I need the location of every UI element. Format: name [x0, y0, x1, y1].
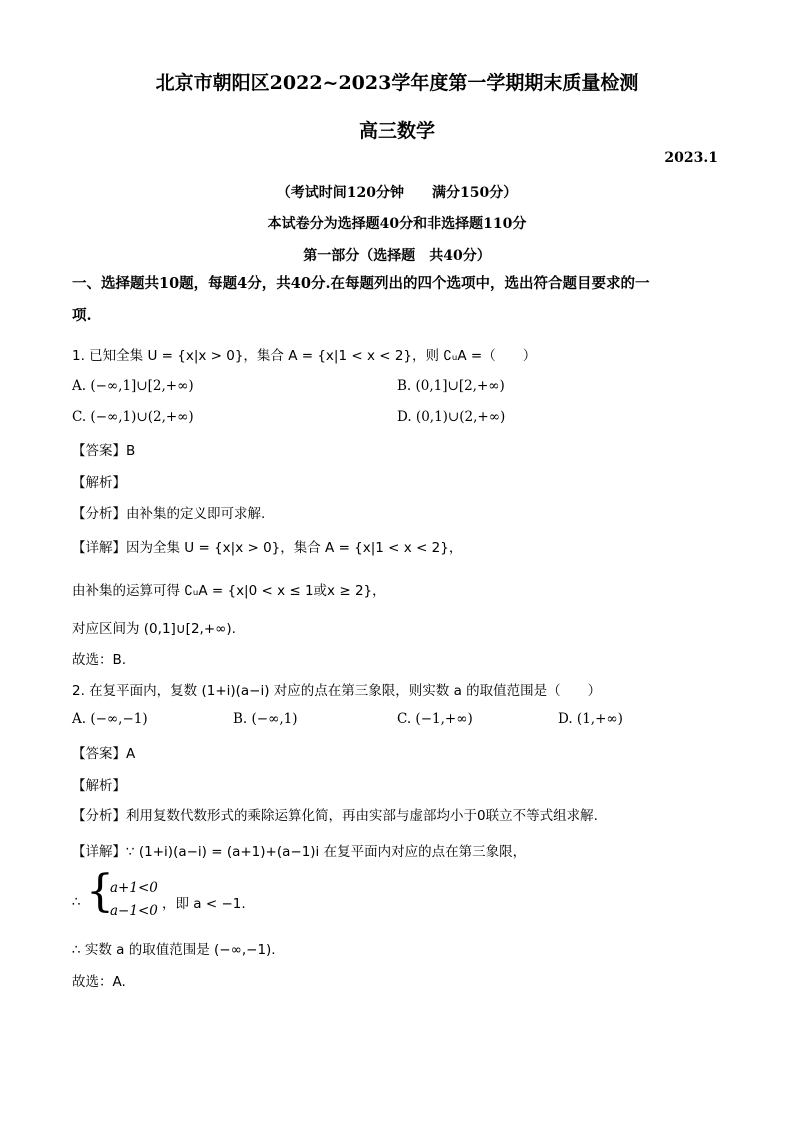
q1-detail-3: 对应区间为 (0,1]∪[2,+∞).	[72, 621, 236, 637]
q1-choice: 故选：B.	[72, 652, 127, 668]
q2-option-c: C. (−1,+∞)	[397, 711, 473, 727]
q1-option-c: C. (−∞,1)∪(2,+∞)	[72, 409, 194, 425]
q2-detail-1: 【详解】∵ (1+i)(a−i) = (a+1)+(a−1)i 在复平面内对应的点在第三象限，	[72, 844, 527, 860]
q1-option-b: B. (0,1]∪[2,+∞)	[397, 378, 505, 394]
q1-option-d: D. (0,1)∪(2,+∞)	[397, 409, 506, 425]
q1-detail-1: 【详解】因为全集 U = {x|x > 0}，集合 A = {x|1 < x < 2}，	[72, 540, 463, 556]
q1-answer: 【答案】B	[72, 443, 136, 459]
system-line-1: a+1<0	[110, 880, 158, 896]
exam-subtitle: 高三数学	[358, 120, 435, 142]
therefore-symbol: ∴	[72, 894, 81, 910]
system-brace: {	[86, 866, 114, 917]
part-info: 第一部分（选择题 共40分）	[303, 248, 491, 264]
q2-detail-3: ∴ 实数 a 的取值范围是 (−∞,−1).	[72, 942, 276, 958]
q2-option-a: A. (−∞,−1)	[72, 711, 148, 727]
system-conclusion: ，即 a < −1.	[162, 896, 246, 912]
q1-analysis-label: 【解析】	[72, 475, 126, 491]
q2-analysis-label: 【解析】	[72, 778, 126, 794]
exam-title: 北京市朝阳区2022~2023学年度第一学期期末质量检测	[155, 72, 639, 94]
score-info: 本试卷分为选择题40分和非选择题110分	[267, 216, 527, 232]
q1-fenxi: 【分析】由补集的定义即可求解.	[72, 506, 266, 522]
q2-choice: 故选：A.	[72, 974, 126, 990]
q2-answer: 【答案】A	[72, 746, 136, 762]
exam-time-info: （考试时间120分钟 满分150分）	[276, 185, 518, 201]
q2-fenxi: 【分析】利用复数代数形式的乘除运算化简，再由实部与虚部均小于0联立不等式组求解.	[72, 808, 598, 824]
q2-option-b: B. (−∞,1)	[233, 711, 298, 727]
q1-detail-2: 由补集的运算可得 ∁ᵤA = {x|0 < x ≤ 1或x ≥ 2}，	[72, 583, 386, 599]
q2-option-d: D. (1,+∞)	[558, 711, 623, 727]
q2-stem: 2. 在复平面内，复数 (1+i)(a−i) 对应的点在第三象限，则实数 a 的取值范围是（ ）	[72, 683, 602, 699]
instructions-line-1: 一、选择题共10题，每题4分，共40分.在每题列出的四个选项中，选出符合题目要求的一	[72, 275, 650, 292]
q1-stem: 1. 已知全集 U = {x|x > 0}，集合 A = {x|1 < x < 2}，则 ∁ᵤA =（ ）	[72, 348, 537, 364]
instructions-line-2: 项.	[72, 307, 92, 324]
exam-date: 2023.1	[664, 150, 718, 166]
system-line-2: a−1<0	[110, 903, 158, 919]
q1-option-a: A. (−∞,1]∪[2,+∞)	[72, 378, 194, 394]
